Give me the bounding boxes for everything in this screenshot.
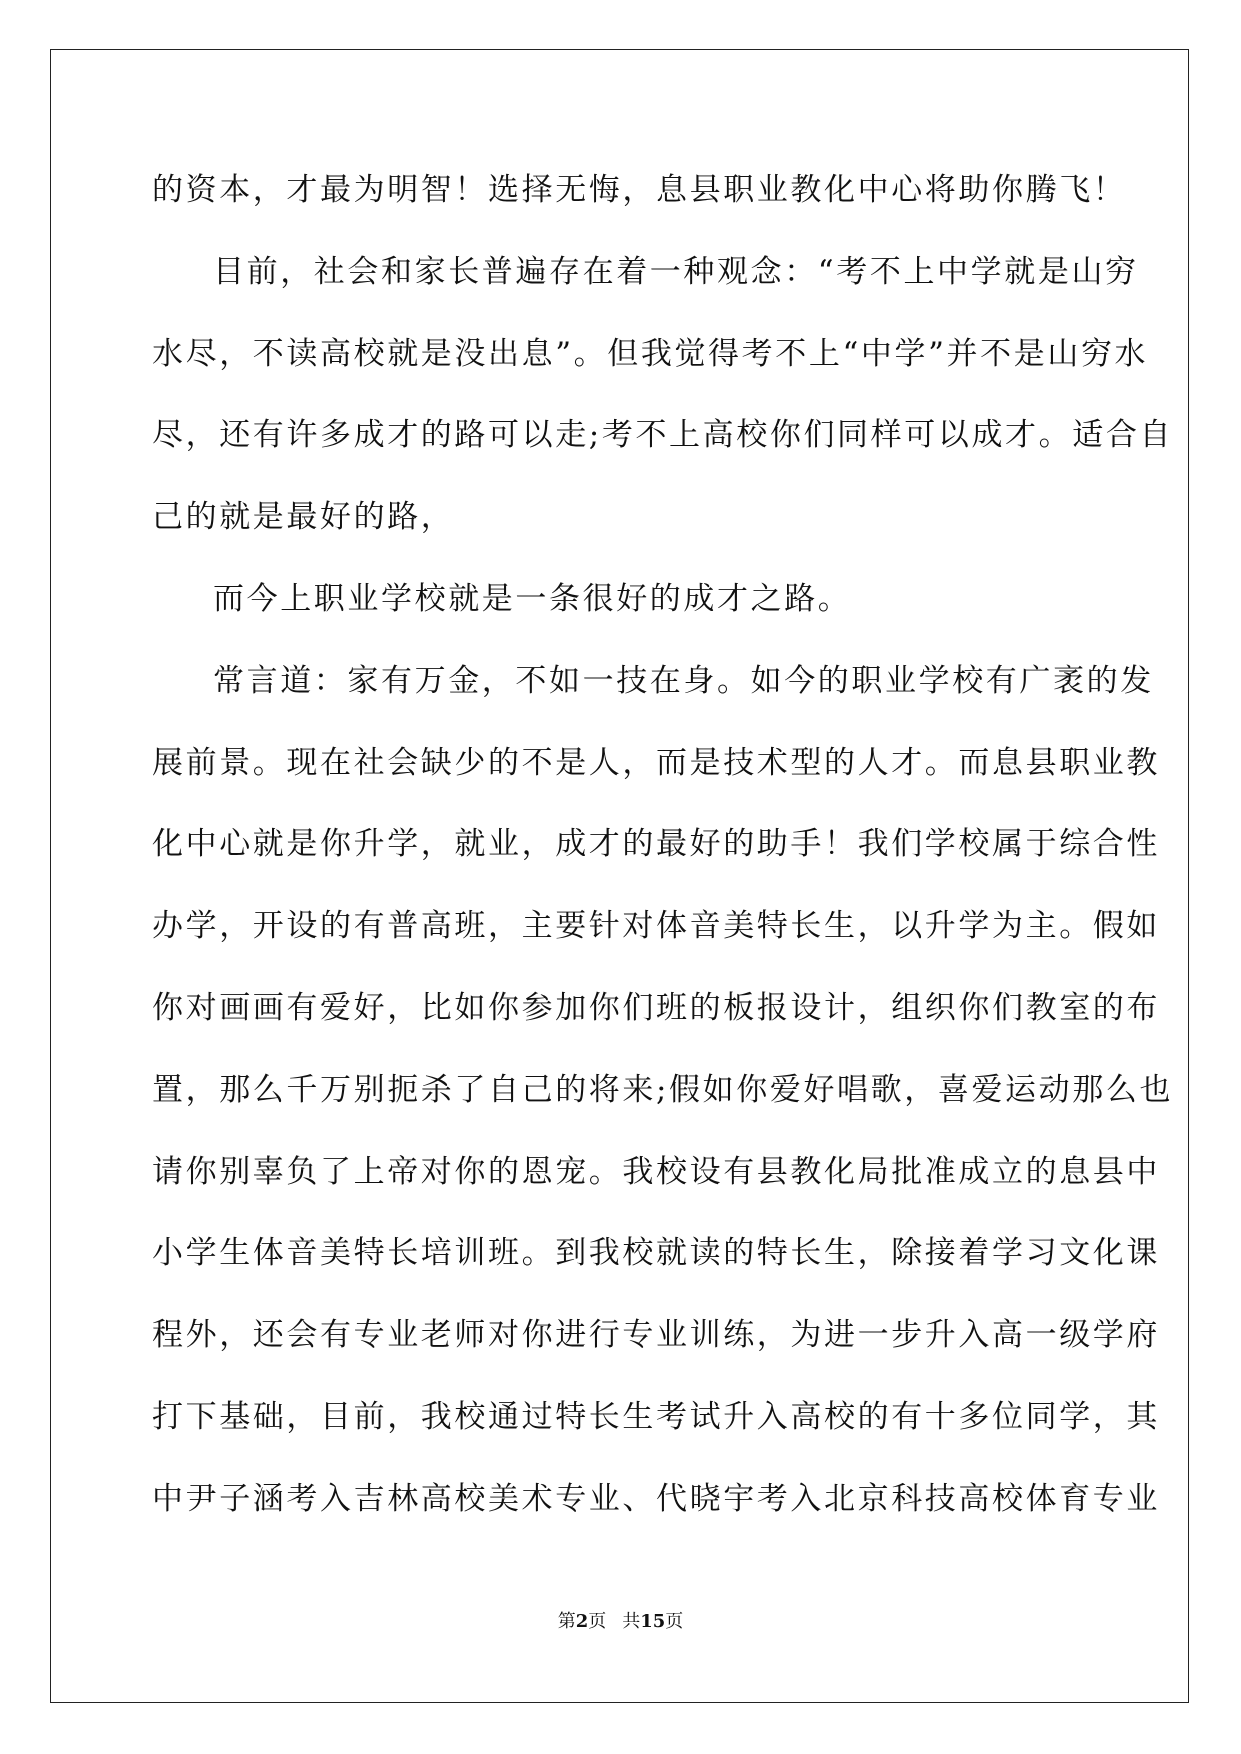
page-number: 2: [575, 1611, 589, 1632]
text-line-9: 化中心就是你升学，就业，成才的最好的助手！我们学校属于综合性: [152, 826, 1160, 863]
text-line-5: 己的就是最好的路，: [152, 499, 455, 536]
text-line-7: 常言道：家有万金，不如一技在身。如今的职业学校有广袤的发: [213, 662, 1154, 699]
page-footer: [0, 1610, 1241, 1634]
text-line-11: 你对画画有爱好，比如你参加你们班的板报设计，组织你们教室的布: [152, 989, 1160, 1026]
text-line-14: 小学生体音美特长培训班。到我校就读的特长生，除接着学习文化课: [152, 1235, 1160, 1272]
text-line-1: 的资本，才最为明智！选择无悔，息县职业教化中心将助你腾飞！: [152, 172, 1127, 208]
text-line-17: 中尹子涵考入吉林高校美术专业、代晓宇考入北京科技高校体育专业: [152, 1480, 1160, 1517]
text-line-6: 而今上职业学校就是一条很好的成才之路。: [213, 580, 852, 617]
text-line-13: 请你别辜负了上帝对你的恩宠。我校设有县教化局批准成立的息县中: [152, 1153, 1160, 1190]
text-line-10: 办学，开设的有普高班，主要针对体音美特长生，以升学为主。假如: [152, 908, 1160, 945]
total-pages: 15: [640, 1611, 666, 1632]
text-line-2: 目前，社会和家长普遍存在着一种观念：“考不上中学就是山穷: [213, 253, 1139, 290]
total-suffix: 页: [665, 1611, 684, 1632]
text-line-15: 程外，还会有专业老师对你进行专业训练，为进一步升入高一级学府: [152, 1317, 1160, 1354]
text-line-12: 置，那么千万别扼杀了自己的将来;假如你爱好唱歌，喜爱运动那么也: [152, 1071, 1174, 1108]
document-body: [152, 168, 1174, 1559]
text-line-16: 打下基础，目前，我校通过特长生考试升入高校的有十多位同学，其: [152, 1398, 1160, 1435]
text-line-3: 水尽，不读高校就是没出息”。但我觉得考不上“中学”并不是山穷水: [152, 335, 1149, 372]
text-line-8: 展前景。现在社会缺少的不是人，而是技术型的人才。而息县职业教: [152, 744, 1160, 781]
page-suffix: 页: [588, 1611, 607, 1632]
text-line-4: 尽，还有许多成才的路可以走;考不上高校你们同样可以成才。适合自: [152, 417, 1174, 454]
total-prefix: 共: [622, 1611, 641, 1632]
page-prefix: 第: [557, 1611, 576, 1632]
